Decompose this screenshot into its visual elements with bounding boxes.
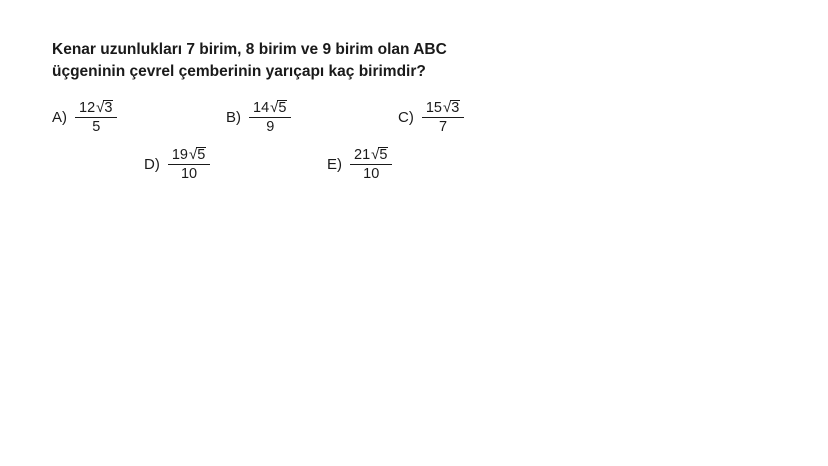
option-c[interactable] [398, 97, 464, 137]
option-c-radical [443, 100, 460, 116]
option-d-radical [189, 147, 206, 163]
option-d-numerator [168, 147, 210, 166]
option-e-numerator [350, 147, 392, 166]
option-a-numerator [75, 100, 117, 119]
question-line-2: üçgeninin çevrel çemberinin yarıçapı kaç birimdir? [52, 63, 426, 80]
option-a-radicand: 3 [104, 99, 113, 116]
sqrt-icon: √ [270, 99, 279, 116]
option-c-denominator: 7 [439, 119, 448, 135]
sqrt-icon: √ [371, 146, 380, 163]
option-c-letter: C) [398, 108, 414, 126]
option-d-letter: D) [144, 155, 160, 173]
option-c-coefficient: 15 [425, 99, 442, 116]
option-b-letter: B) [226, 108, 241, 126]
option-c-numerator [422, 100, 464, 119]
option-e-coefficient: 21 [354, 146, 371, 163]
option-e-radicand: 5 [379, 146, 388, 163]
question-text [52, 39, 612, 83]
sqrt-icon: √ [96, 99, 105, 116]
option-e-radical [371, 147, 388, 163]
option-b[interactable] [226, 97, 291, 137]
option-d-radicand: 5 [197, 146, 206, 163]
option-d[interactable] [144, 144, 210, 184]
option-a-denominator: 5 [92, 119, 101, 135]
option-a-fraction [75, 100, 117, 135]
sqrt-icon: √ [188, 146, 198, 163]
option-b-denominator: 9 [266, 119, 275, 135]
option-a-coefficient: 12 [79, 99, 96, 116]
option-b-radicand: 5 [278, 99, 287, 116]
option-e[interactable] [327, 144, 392, 184]
option-a[interactable] [52, 97, 117, 137]
option-a-letter: A) [52, 108, 67, 126]
option-d-coefficient: 19 [171, 146, 188, 163]
question-line-1: Kenar uzunlukları 7 birim, 8 birim ve 9 birim olan ABC [52, 41, 447, 58]
option-a-radical [96, 100, 113, 116]
option-c-fraction [422, 100, 464, 135]
option-b-numerator [249, 100, 291, 119]
option-d-denominator: 10 [180, 166, 198, 182]
option-e-denominator: 10 [363, 166, 380, 182]
sqrt-icon: √ [442, 99, 452, 116]
option-e-letter: E) [327, 155, 342, 173]
option-b-fraction [249, 100, 291, 135]
option-b-coefficient: 14 [253, 99, 270, 116]
option-c-radicand: 3 [451, 99, 460, 116]
option-e-fraction [350, 147, 392, 182]
option-d-fraction [168, 147, 210, 182]
option-b-radical [270, 100, 287, 116]
